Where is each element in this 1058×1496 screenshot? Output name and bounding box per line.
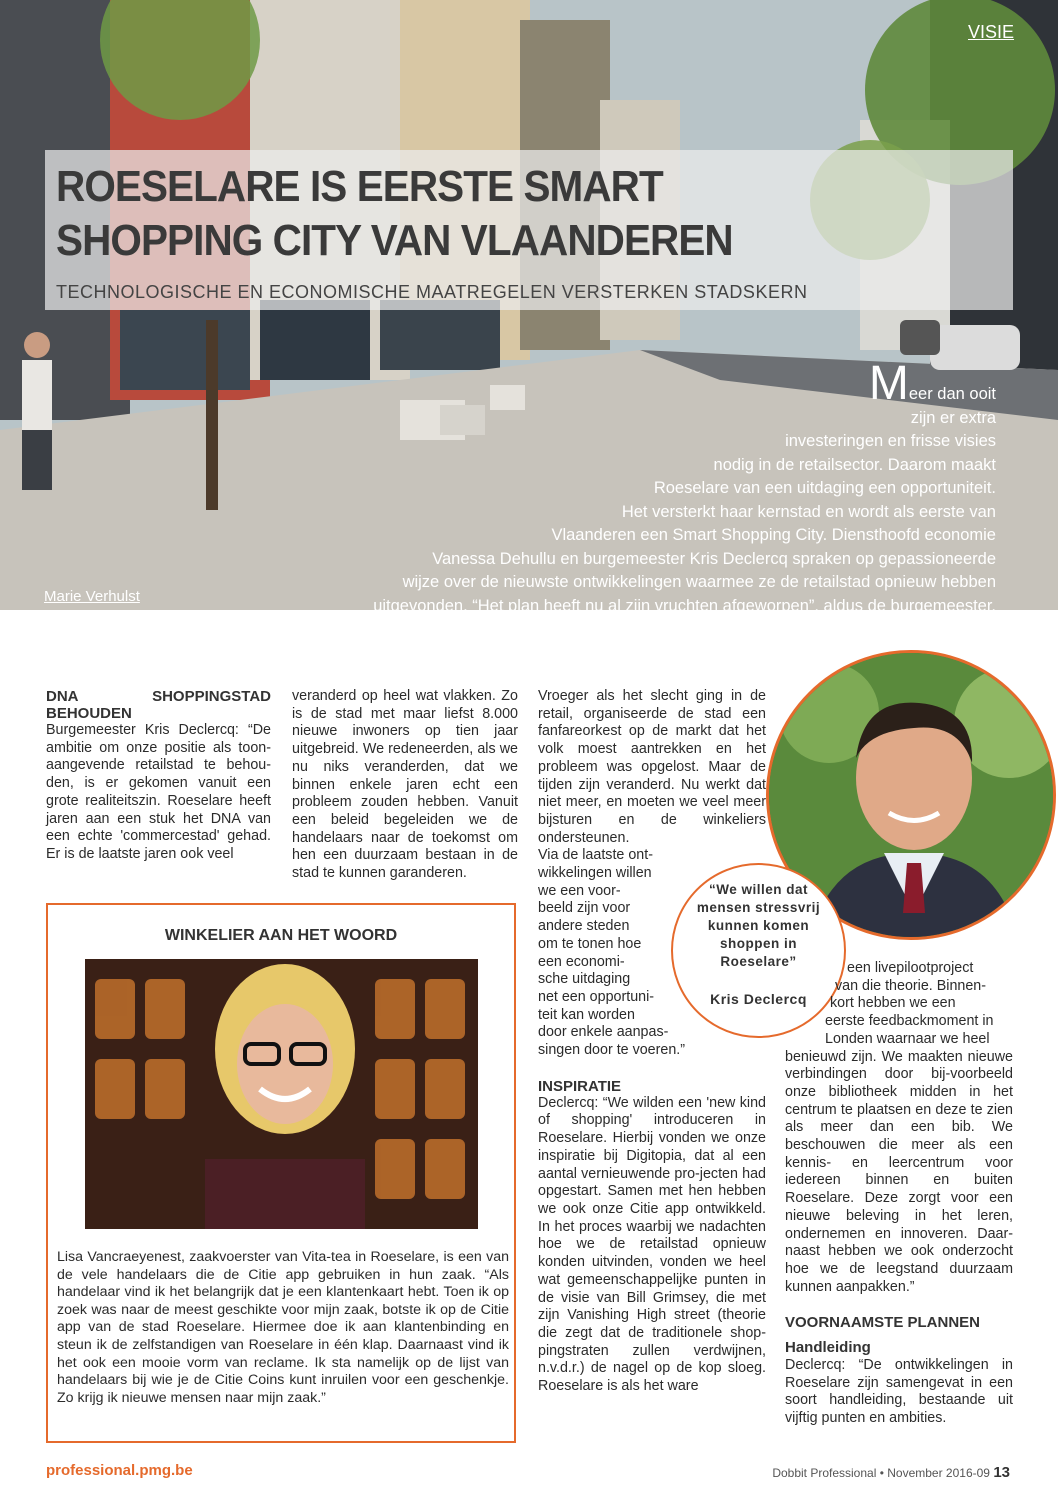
- retailer-photo: [85, 959, 478, 1229]
- page-subtitle: TECHNOLOGISCHE EN ECONOMISCHE MAATREGELEN VERSTERKEN STADSKERN: [56, 282, 808, 302]
- intro-line-5: Roeselare van een uitdaging een opportuniteit.: [653, 479, 996, 497]
- footer-publication: Dobbit Professional • November 2016-09 13: [772, 1464, 1010, 1481]
- column-3: [538, 688, 766, 1396]
- col2-text: veranderd op heel wat vlakken. Zo is de stad met maar liefst 8.000 nieuwe inwoners op tien jaar uitgebreid. We redeneerden, als we nu niks veranderden, dat we binnen enkele jaren echt een probleem zouden hebben. Vanuit een beleid begeleiden we de handelaars naar de toekomst om hen een duurzaam bestaan in de stad te kunnen garanderen.: [292, 688, 518, 882]
- intro-line-9: wijze over de nieuwste ontwikkelingen waarmee ze de retailstad opnieuw hebben: [402, 573, 996, 591]
- author-name[interactable]: Marie Verhulst: [44, 588, 140, 605]
- heading-inspiratie: INSPIRATIE: [538, 1077, 622, 1095]
- heading-plannen: VOORNAAMSTE PLANNEN: [785, 1314, 981, 1332]
- drop-cap: M: [868, 357, 909, 410]
- column-4: een livepilootproject van die theorie. Binnen- kort hebben we een eerste feedbackmoment in Londen waarnaar we heel benieuwd zijn. We maakten nieuwe verbindingen door bij-voorbeeld onze bibliotheek midden in het centrum te plaatsen en deze te zien als meer dan een bib. We beschouwen die meer als een kennis- en leercentrum voor iedereen binnen en buiten Roeselare. Deze zorgt voor een nieuwe beleving in het leren, ondernemen en innoveren. Daar-naast hebben we ook onderzocht hoe we de leegstand duurzaam kunnen aanpakken.” VOORNAAMSTE PLANNEN Handleiding Declercq: “De ontwikkelingen in Roeselare zijn samengevat in een soort handleiding, bestaande uit vijftig punten en ambities.: [785, 960, 1013, 1427]
- title-line-2: SHOPPING CITY VAN VLAANDEREN: [56, 216, 733, 265]
- col3-text-bottom: Declercq: “We wilden een 'new kind of shopping' introduceren in Roeselare. Hierbij vonden we onze inspiratie bij Digitopia, dat al een aantal vernieuwende pro-jecten had opgestart. Samen met hen hebben we ook onze Citie app ontwikkeld. In het proces waarbij we nadachten hoe we de retailstad opnieuw konden uitvinden, vonden we heel wat gemeenschappelijke punten in de visie van Bill Grimsey, die met zijn Vanishing High street (theorie die zegt dat de traditionele shop-pingstraten zullen verdwijnen, n.v.d.r.) de nagel op de kop sloeg. Roeselare is als het ware: [538, 1094, 766, 1395]
- intro-line-2: zijn er extra: [910, 408, 996, 427]
- quote-text: “We willen dat mensen stressvrij kunnen komen shoppen in Roeselare”: [696, 882, 821, 969]
- subheading-handleiding: Handleiding: [785, 1339, 871, 1357]
- intro-line-4: nodig in de retailsector. Daarom maakt: [713, 455, 996, 474]
- col4-text: benieuwd zijn. We maakten nieuwe verbindingen door bij-voorbeeld onze bibliotheek midden in het centrum te plaatsen en deze te zien als meer dan een bib. We beschouwen die meer als een kennis- en leercentrum voor iedereen binnen en buiten Roeselare. Deze zorgt voor een nieuwe beleving in het leren, ondernemen en innoveren. Daar-naast hebben we ook onderzocht hoe we de leegstand duurzaam kunnen aanpakken.”: [785, 1048, 1013, 1295]
- page-number: 13: [993, 1464, 1010, 1481]
- col4-text2: Declercq: “De ontwikkelingen in Roeselare zijn samengevat in een soort handleiding, bestaande uit vijftig punten en ambities.: [785, 1357, 1013, 1427]
- box-title: WINKELIER AAN HET WOORD: [164, 927, 398, 944]
- intro-line-7: Vlaanderen een Smart Shopping City. Diensthoofd economie: [551, 526, 996, 544]
- title-line-1: ROESELARE IS EERSTE SMART: [56, 162, 663, 211]
- box-text: Lisa Vancraeyenest, zaakvoerster van Vita-tea in Roeselare, is een van de vele handelaars die de Citie app gebruiken in hun zaak. “Als handelaar vind ik het belangrijk dat je een klantenkaart hebt. Toen ik op zoek was naar de meest geschikte voor mijn zaak, botste ik op de Citie app van de stad Roeselare. Hiermee doe ik aan klantenbinding en steun ik de zelfstandigen van Roeselare in één klap. Daarnaast vind ik het ook een mooie vorm van reclame. Ik sta namelijk op de lijst van handelaars bij wie je de Citie Coins kunt inruilen voor een geschenkje. Zo krijg ik nieuwe mensen naar mijn zaak.”: [57, 1249, 509, 1406]
- column-2: [292, 688, 518, 883]
- intro-line-10: uitgevonden. “Het plan heeft nu al zijn vruchten afgeworpen”, aldus de burgemeester.: [373, 596, 996, 615]
- heading-dna: DNA SHOPPINGSTAD BEHOUDEN: [46, 688, 271, 722]
- intro-line-6: Het versterkt haar kernstad en wordt als eerste van: [621, 502, 996, 521]
- intro-line-8: Vanessa Dehullu en burgemeester Kris Declercq spraken op gepassioneerde: [432, 549, 996, 568]
- footer-website[interactable]: professional.pmg.be: [46, 1462, 193, 1479]
- intro-line-1: Meer dan ooit: [868, 357, 996, 410]
- col3-text-top: Vroeger als het slecht ging in de retail, organiseerde de stad een fanfareorkest op de markt dat het volk moest aantrekken en het probleem was opgelost. Maar de tijden zijn veranderd. Nu werkt dat niet meer, en moeten we veel meer bijsturen en de winkeliers ondersteunen.: [538, 688, 766, 846]
- page-title: [56, 160, 733, 268]
- col1-text: Burgemeester Kris Declercq: “De ambitie om onze positie als toon-aangevende retailstad te behou-den, is er gekomen vanuit een grote realiteitszin. Roeselare heeft jaren aan een stuk het DNA van een echte 'commercestad' gehad. Er is de laatste jaren ook veel: [46, 722, 271, 862]
- retailer-photo-illustration: [85, 959, 478, 1229]
- intro-paragraph: [356, 357, 996, 618]
- quote-attribution: Kris Declercq: [710, 991, 807, 1007]
- intro-line-3: investeringen en frisse visies: [785, 432, 996, 450]
- column-1: [46, 688, 271, 864]
- retailer-box: [46, 903, 516, 1443]
- section-label: VISIE: [968, 22, 1015, 42]
- col3-wrap: Via de laatste ont- wikkelingen willen we een voor- beeld zijn voor andere steden om te tonen hoe een economi- sche uitdaging net een opportuni- teit kan worden door enkele aanpas- singen door te voeren.”: [538, 847, 686, 1059]
